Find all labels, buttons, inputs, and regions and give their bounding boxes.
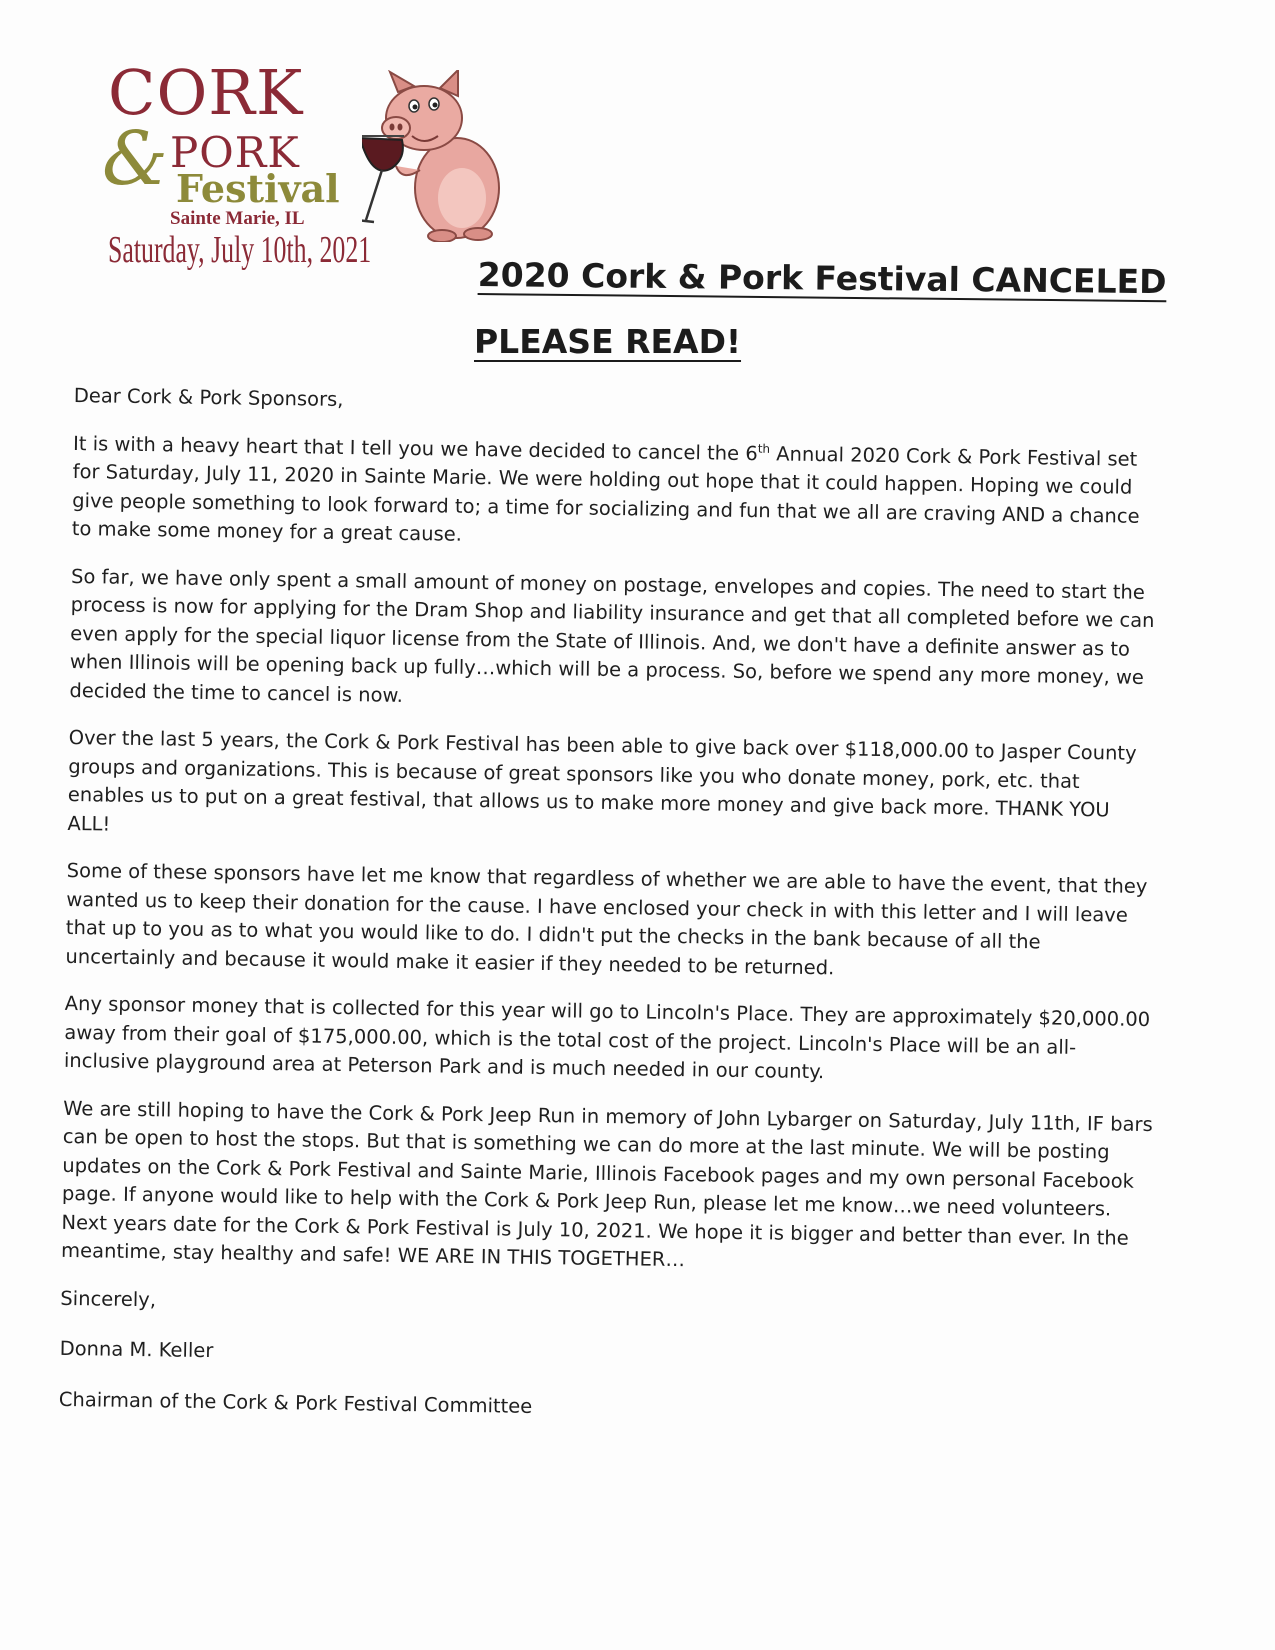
- logo-pork-text: PORK: [170, 128, 300, 177]
- letter-body: [58, 382, 1164, 1452]
- paragraph-1-end: Annual 2020 Cork & Pork Festival set for Saturday, July 11, 2020 in Sainte Marie. We were holding out hope that it could happen. Hoping we could give people something to look forward to; a time for socializing and fun that we all are craving AND a chance to make some money for a great cause.: [71, 441, 1140, 546]
- signer-name: Donna M. Keller: [59, 1336, 214, 1363]
- paragraph-1: [72, 429, 1164, 559]
- closing: Sincerely,: [60, 1286, 157, 1311]
- page-title: 2020 Cork & Pork Festival CANCELED: [477, 255, 1167, 302]
- signer-title: Chairman of the Cork & Pork Festival Committee: [58, 1387, 533, 1418]
- logo-festival-text: Festival: [176, 166, 340, 211]
- paragraph-1-start: It is with a heavy heart that I tell you we have decided to cancel the 6: [72, 431, 758, 465]
- paragraph-4: Some of these sponsors have let me know that regardless of whether we are able to have the event, that they wanted us to keep their donation for the cause. I have enclosed your check in with this letter and I will leave that up to you as to what you would like to do. I didn't put the checks in the bank because of all the uncertainly and because it would make it easier if they needed to be returned.: [65, 858, 1148, 979]
- ordinal-suffix: th: [757, 441, 771, 456]
- logo-location-text: Sainte Marie, IL: [170, 208, 305, 229]
- logo-cork-text: CORK: [108, 56, 304, 129]
- logo-ampersand: &: [102, 116, 168, 202]
- salutation: Dear Cork & Pork Sponsors,: [73, 383, 344, 411]
- paragraph-3: Over the last 5 years, the Cork & Pork Festival has been able to give back over $118,000.00 to Jasper County groups and organizations. This is because of great sponsors like you who donate money, pork, etc. that enables us to put on a great festival, that allows us to make more money and give back more. THANK YOU ALL!: [67, 725, 1137, 836]
- pig-with-wine-glass-icon: [362, 70, 502, 242]
- festival-date: Saturday, July 10th, 2021: [108, 229, 372, 271]
- paragraph-6: We are still hoping to have the Cork & Pork Jeep Run in memory of John Lybarger on Saturday, July 11th, IF bars can be open to host the stops. But that is something we can do more at the last minute. We will be posting updates on the Cork & Pork Festival and Sainte Marie, Illinois Facebook pages and my own personal Facebook page. If anyone would like to help with the Cork & Pork Jeep Run, please let me know…we need volunteers. Next years date for the Cork & Pork Festival is July 10, 2021. We hope it is bigger and better than ever. In the meantime, stay healthy and safe! WE ARE IN THIS TOGETHER…: [60, 1096, 1153, 1272]
- page-subtitle: PLEASE READ!: [474, 322, 742, 361]
- festival-logo: [100, 56, 500, 247]
- paragraph-5: Any sponsor money that is collected for this year will go to Lincoln's Place. They are approximately $20,000.00 away from their goal of $175,000.00, which is the total cost of the project. Lincoln's Place will be an all-inclusive playground area at Peterson Park and is much needed in our county.: [63, 991, 1151, 1084]
- paragraph-2: So far, we have only spent a small amount of money on postage, envelopes and copies. The need to start the process is now for applying for the Dram Shop and liability insurance and get that all completed before we can even apply for the special liquor license from the State of Illinois. And, we don't have a definite answer as to when Illinois will be opening back up fully…which will be a process. So, before we spend any more money, we decided the time to cancel is now.: [69, 564, 1155, 707]
- closing-block: [59, 1284, 1151, 1430]
